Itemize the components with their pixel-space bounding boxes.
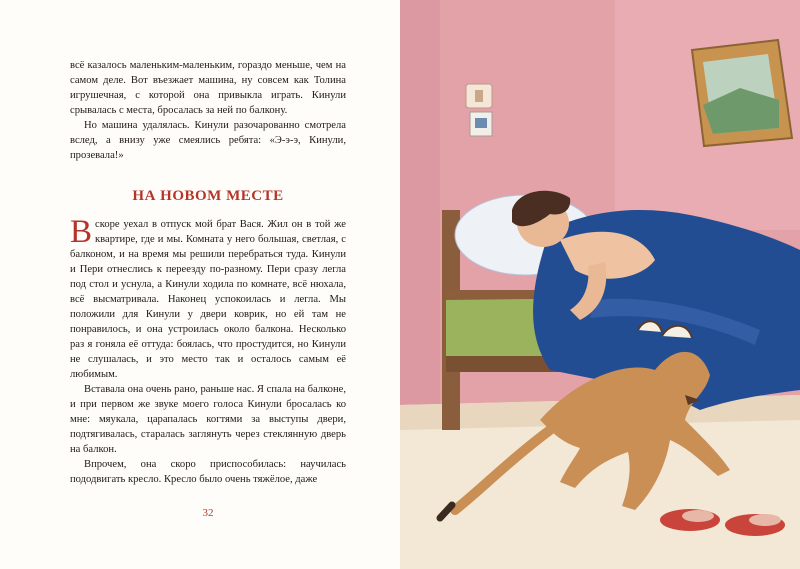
paragraph-after-2: Впрочем, она скоро приспособилась: научилась пододвигать кресло. Кресло было очень тяжёлое, даже [70,459,346,485]
chapter-title: НА НОВОМ МЕСТЕ [132,188,284,204]
illustration-svg [400,0,800,569]
paragraph-intro-1: всё казалось маленьким-маленьким, гораздо меньше, чем на самом деле. Вот въезжает машина, ну совсем как Толина игрушечная, с которой она привыкла играть. Кинули срывалась с места, бросалась за ней по балкону. [70,60,346,116]
paragraph-first-text: скоре уехал в отпуск мой брат Вася. Жил он в той же квартире, где и мы. Комната у него большая, светлая, с балконом, и на время мы решили перебраться туда. Кинули и Пери отнеслись к переезду по-разному. Пери сразу легла под стол и уснула, а Кинули ходила по комнате, всё нюхала, всё высматривала. Наконец успокоилась и легла. Мы положили для Кинули у двери коврик, но ей там не понравилось, и она устроилась около балкона. Несколько раз я гоняла её оттуда: боялась, что простудится, но Кинули не слушалась, и это место так и осталось самым её любимым. [70,219,346,380]
illustration [400,0,800,569]
page-text [70,58,346,487]
paragraph-first [70,214,346,382]
page-number: 32 [202,507,214,519]
paragraph-after-1: Вставала она очень рано, раньше нас. Я спала на балконе, и при первом же звуке моего голоса Кинули бросалась ко мне: мяукала, царапалась когтями за выступы двери, подтягивалась, старалась заглянуть через стеклянную дверь на балкон. [70,384,346,455]
drop-cap: В [70,214,93,250]
wall-picture [692,40,792,146]
paragraph-intro-2: Но машина удалялась. Кинули разочарованно смотрела вслед, а внизу уже смеялись ребята: «Э-э-э, Кинули, прозевала!» [70,120,346,161]
